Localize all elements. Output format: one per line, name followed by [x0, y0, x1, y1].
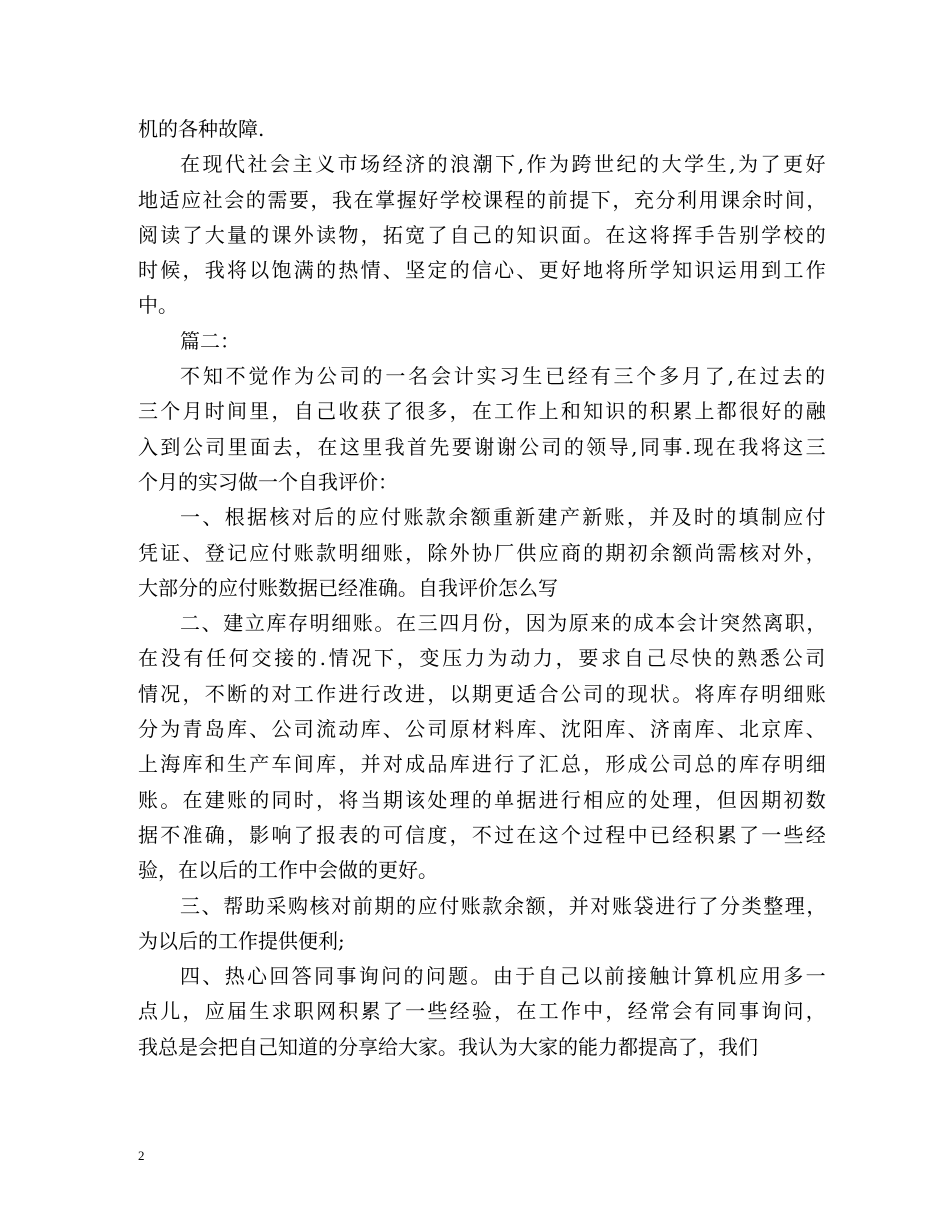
text-line: 分为青岛库、公司流动库、公司原材料库、沈阳库、济南库、北京库、: [138, 717, 828, 742]
text-line: 中。: [138, 293, 178, 318]
text-line: 机的各种故障.: [138, 117, 265, 141]
text-line: 四、热心回答同事询问的问题。由于自己以前接触计算机应用多一: [180, 964, 828, 989]
text-line: 阅读了大量的课外读物，拓宽了自己的知识面。在这将挥手告别学校的: [138, 222, 828, 247]
text-line: 地适应社会的需要，我在掌握好学校课程的前提下，充分利用课余时间，: [138, 187, 828, 212]
text-line: 据不准确，影响了报表的可信度，不过在这个过程中已经积累了一些经: [138, 822, 828, 847]
text-line: 在现代社会主义市场经济的浪潮下,作为跨世纪的大学生,为了更好: [180, 152, 828, 177]
text-line: 验，在以后的工作中会做的更好。: [138, 858, 438, 883]
text-line: 为以后的工作提供便利;: [138, 928, 345, 953]
text-line: 二、建立库存明细账。在三四月份，因为原来的成本会计突然离职，: [180, 611, 828, 636]
text-line: 上海库和生产车间库，并对成品库进行了汇总，形成公司总的库存明细: [138, 752, 828, 777]
text-line: 大部分的应付账数据已经准确。自我评价怎么写: [138, 575, 558, 600]
text-line: 入到公司里面去，在这里我首先要谢谢公司的领导,同事.现在我将这三: [138, 434, 828, 459]
text-line: 凭证、登记应付账款明细账，除外协厂供应商的期初余额尚需核对外，: [138, 540, 828, 565]
text-line: 一、根据核对后的应付账款余额重新建产新账，并及时的填制应付: [180, 505, 828, 530]
text-line: 篇二：: [180, 328, 240, 353]
text-line: 不知不觉作为公司的一名会计实习生已经有三个多月了,在过去的: [180, 364, 828, 389]
text-line: 我总是会把自己知道的分享给大家。我认为大家的能力都提高了，我们: [138, 1034, 758, 1059]
text-line: 三个月时间里，自己收获了很多，在工作上和知识的积累上都很好的融: [138, 399, 828, 424]
body-text: [138, 112, 828, 1065]
text-line: 个月的实习做一个自我评价：: [138, 469, 398, 494]
text-line: 时候，我将以饱满的热情、坚定的信心、更好地将所学知识运用到工作: [138, 258, 828, 283]
text-line: 点儿，应届生求职网积累了一些经验，在工作中，经常会有同事询问，: [138, 999, 828, 1024]
page-number: 2: [138, 1148, 145, 1163]
text-line: 账。在建账的同时，将当期该处理的单据进行相应的处理，但因期初数: [138, 787, 828, 812]
text-line: 在没有任何交接的.情况下，变压力为动力，要求自己尽快的熟悉公司: [138, 646, 828, 671]
text-line: 三、帮助采购核对前期的应付账款余额，并对账袋进行了分类整理，: [180, 893, 828, 918]
text-line: 情况，不断的对工作进行改进，以期更适合公司的现状。将库存明细账: [138, 681, 828, 706]
